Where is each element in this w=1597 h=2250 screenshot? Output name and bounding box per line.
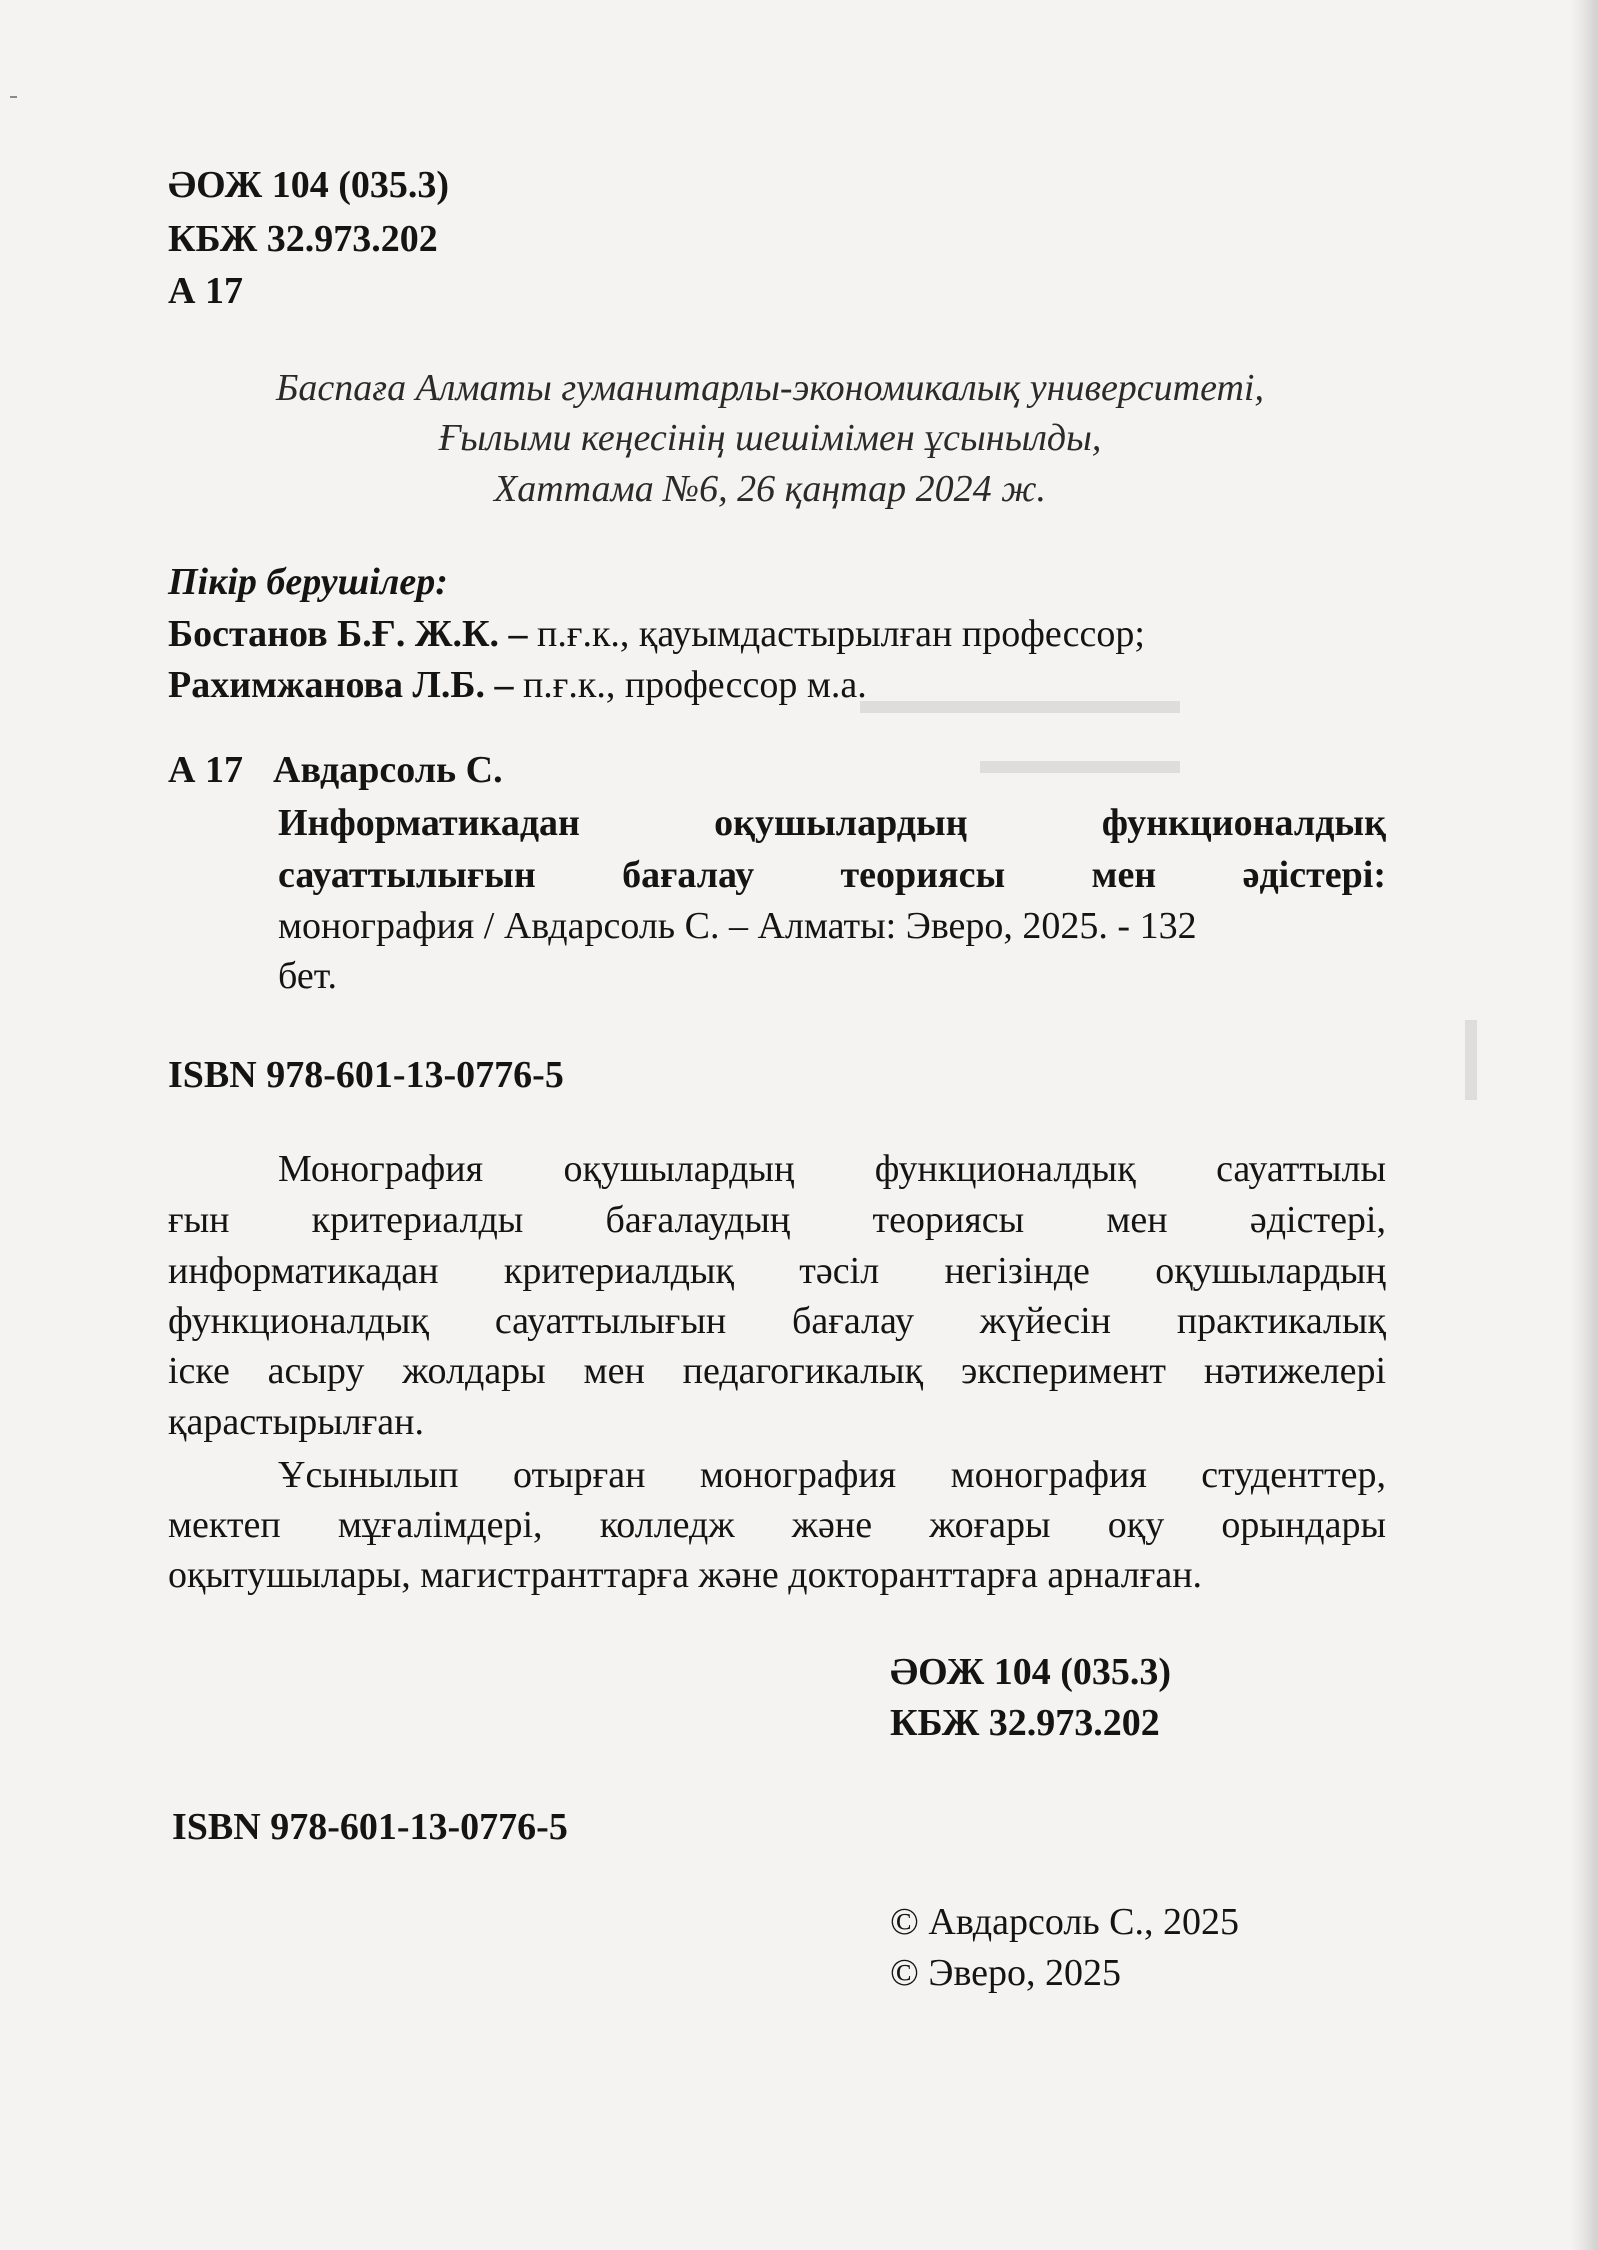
abstract-p2-line-2: мектеп мұғалімдері, колледж және жоғары оқу орындары [168,1504,1386,1546]
entry-title-line-2: сауаттылығын бағалау теориясы мен әдістері: [278,854,1386,896]
scan-speck [10,96,17,98]
bottom-udk-code: ӘОЖ 104 (035.3) [890,1651,1172,1693]
copyright-publisher: © Эверо, 2025 [890,1952,1122,1994]
entry-desc-line-2: бет. [278,955,337,997]
page-edge-shadow [1571,0,1597,2250]
abstract-p1-line-1: Монография оқушылардың функционалдық сауаттылы [278,1148,1386,1190]
abstract-p2-line-1: Ұсынылып отырған монография монография студенттер, [278,1454,1386,1496]
bbk-code: КБЖ 32.973.202 [168,218,438,260]
reviewer-1-name: Бостанов Б.Ғ. Ж.К. – [168,613,528,655]
reviewer-2 [168,666,867,704]
abstract-p2-line-3: оқытушылары, магистранттарға және докторанттарға арналған. [168,1554,1203,1596]
author-sign: А 17 [168,270,243,312]
reviewers-heading: Пікір берушілер: [168,561,448,603]
bleed-through-mark: ▬▬▬▬▬▬▬▬ [860,677,1180,722]
bleed-through-mark: ▬▬▬▬▬ [980,737,1180,782]
approval-line-1: Баспаға Алматы гуманитарлы-экономикалық университеті, [276,367,1264,409]
bleed-through-mark: ▬▬ [1441,1020,1486,1100]
bottom-bbk-code: КБЖ 32.973.202 [890,1702,1160,1744]
reviewer-2-name: Рахимжанова Л.Б. – [168,664,514,706]
reviewer-2-role: п.ғ.к., профессор м.а. [513,664,867,706]
abstract-p1-line-4: функционалдық сауаттылығын бағалау жүйесін практикалық [168,1300,1386,1342]
udk-code: ӘОЖ 104 (035.3) [168,164,450,206]
entry-sign: А 17 [168,749,243,791]
reviewer-1 [168,615,1145,653]
bottom-isbn: ISBN 978-601-13-0776-5 [172,1806,568,1848]
isbn: ISBN 978-601-13-0776-5 [168,1054,564,1096]
entry-title-line-1: Информатикадан оқушылардың функционалдық [278,802,1386,844]
entry-desc-line-1: монография / Авдарсоль С. – Алматы: Эверо, 2025. - 132 [278,905,1197,947]
abstract-p1-line-6: қарастырылған. [168,1401,424,1443]
abstract-p1-line-5: іске асыру жолдары мен педагогикалық эксперимент нәтижелері [168,1350,1386,1392]
abstract-p1-line-3: информатикадан критериалдық тәсіл негізінде оқушылардың [168,1250,1386,1292]
reviewer-1-role: п.ғ.к., қауымдастырылған профессор; [527,613,1145,655]
entry-author: Авдарсоль С. [273,749,503,791]
copyright-author: © Авдарсоль С., 2025 [890,1901,1240,1943]
approval-line-2: Ғылыми кеңесінің шешімімен ұсынылды, [438,417,1102,459]
abstract-p1-line-2: ғын критериалды бағалаудың теориясы мен әдістері, [168,1199,1386,1241]
approval-line-3: Хаттама №6, 26 қаңтар 2024 ж. [493,468,1047,510]
